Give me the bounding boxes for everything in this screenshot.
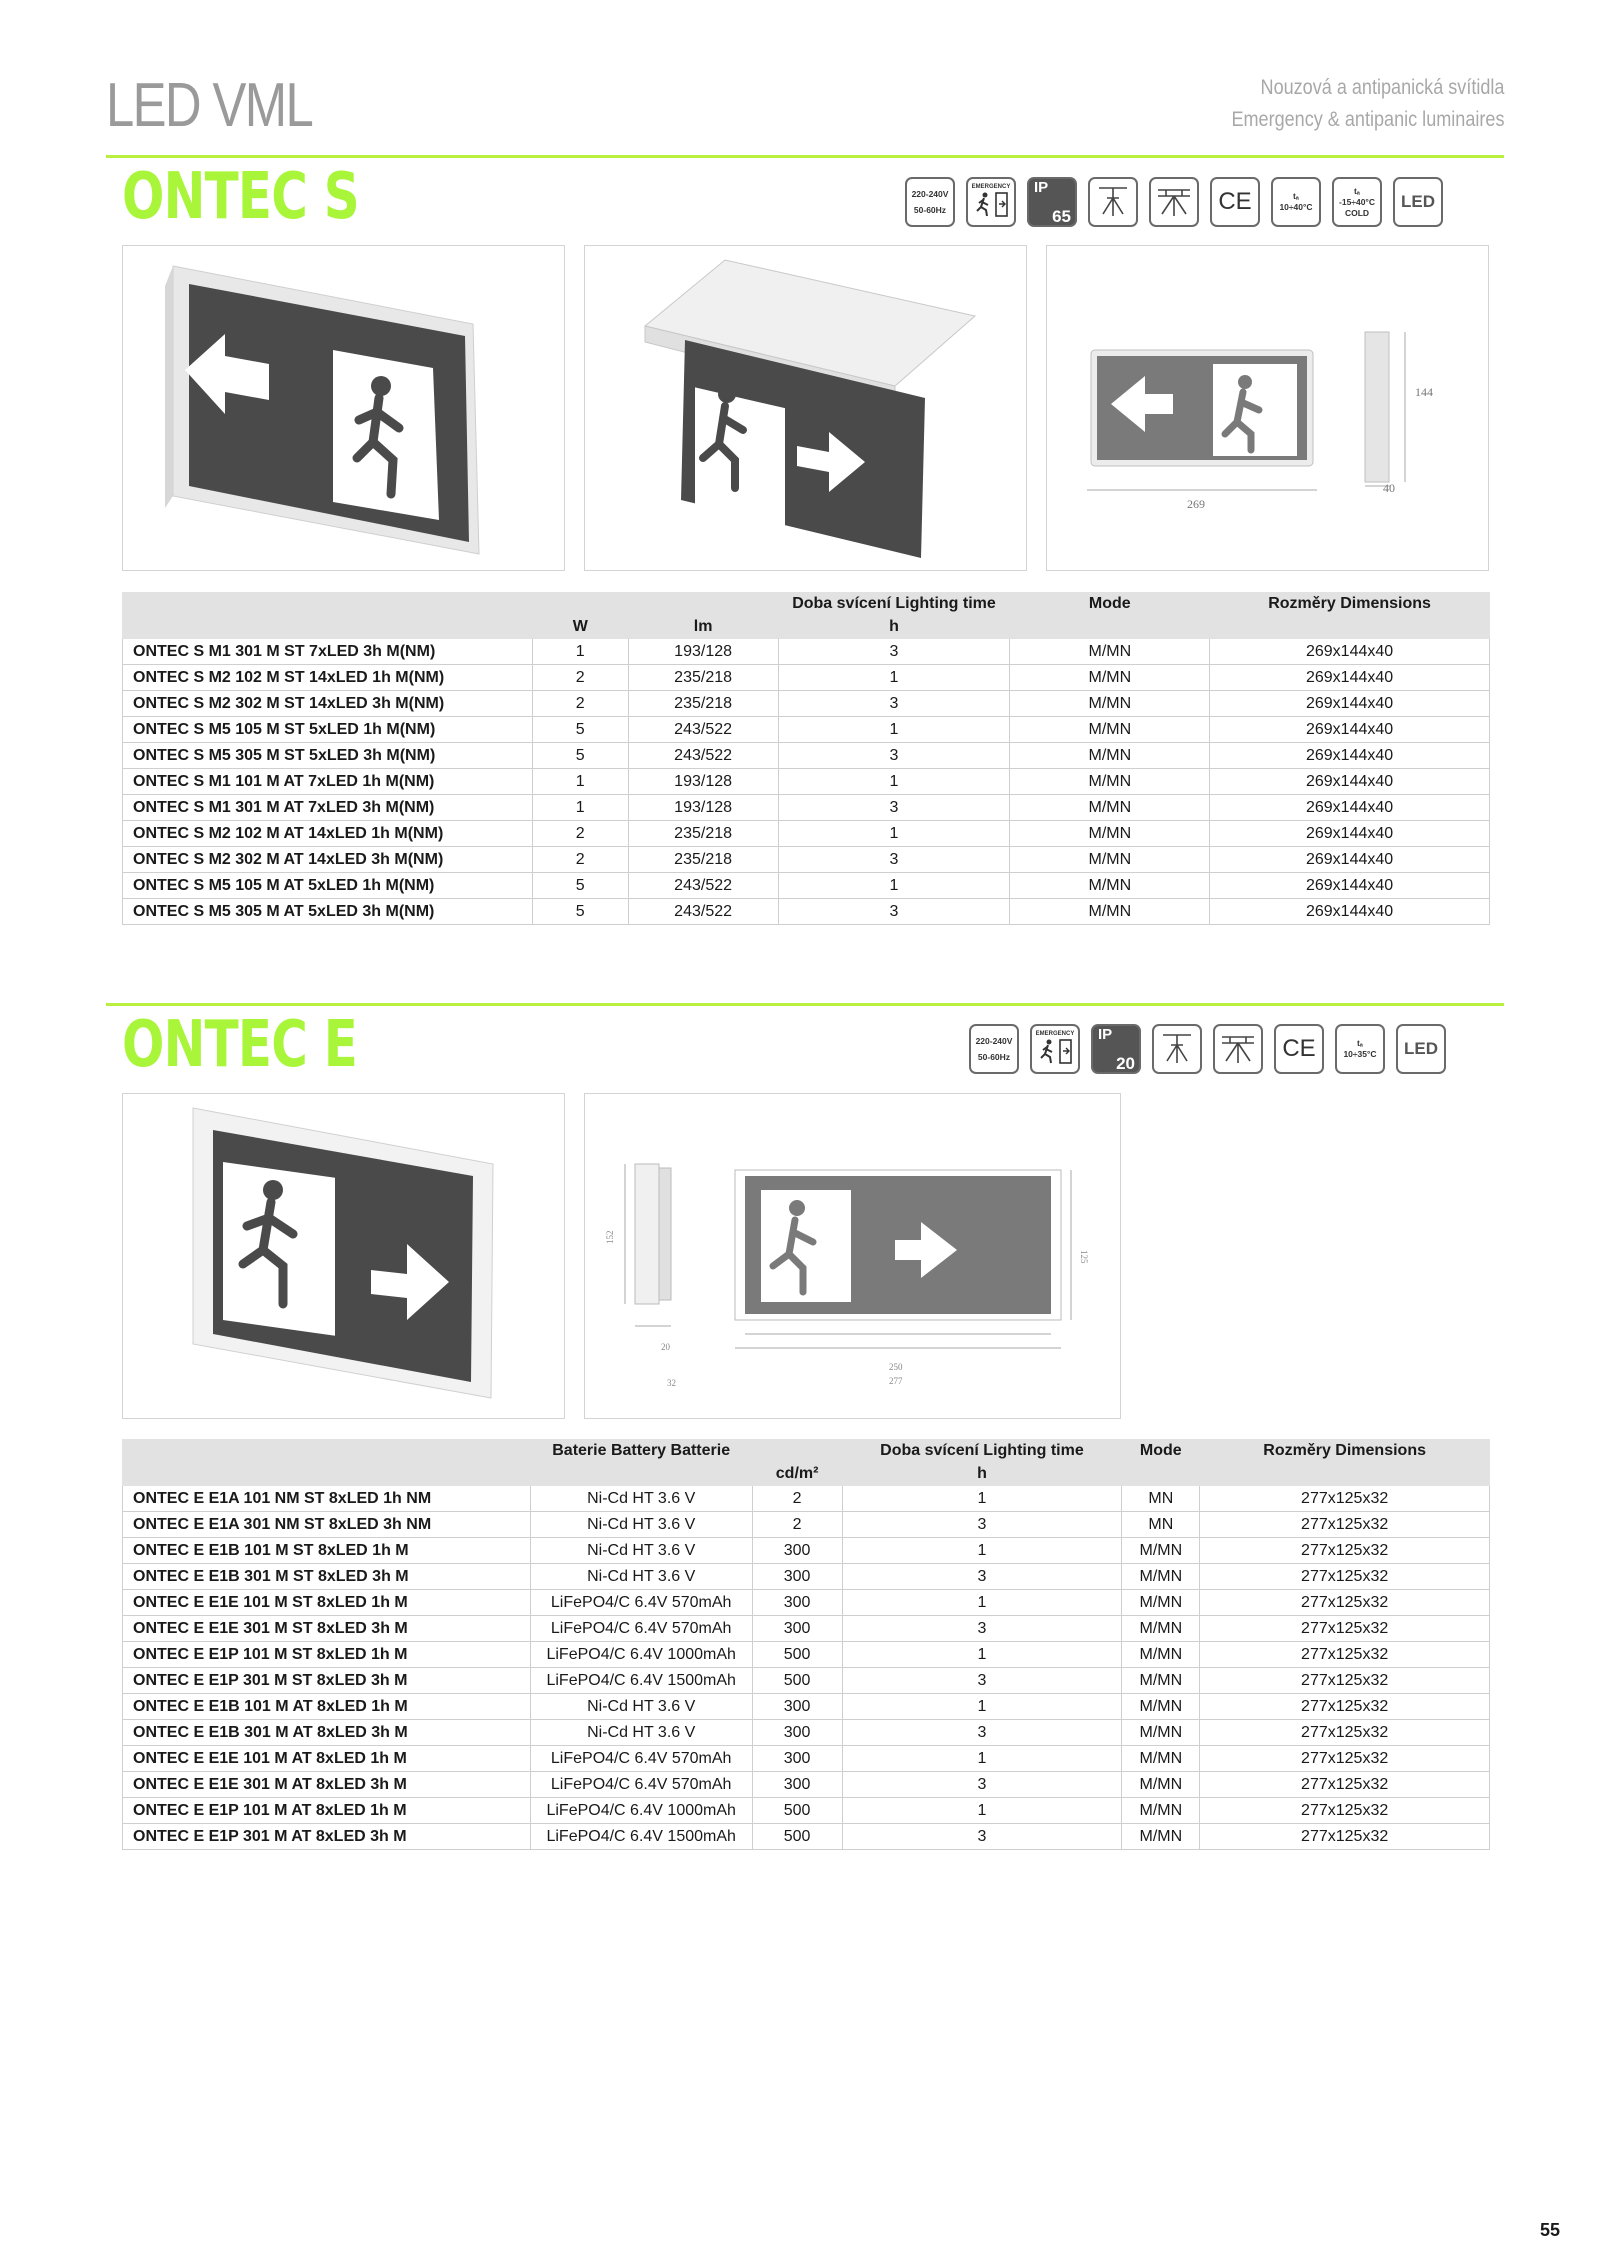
ontec-s-dimension-drawing (1046, 245, 1489, 571)
product-code-cell: ONTEC E E1P 301 M AT 8xLED 3h M (123, 1824, 531, 1850)
table-cell: 269x144x40 (1210, 769, 1490, 795)
ontec-e-dimension-drawing (584, 1093, 1121, 1419)
table-header-row-2: cd/m² h (123, 1463, 1490, 1486)
table-cell: M/MN (1122, 1590, 1200, 1616)
table-cell: 1 (778, 821, 1010, 847)
product-code-cell: ONTEC S M2 102 M AT 14xLED 1h M(NM) (123, 821, 533, 847)
table-cell: M/MN (1010, 691, 1210, 717)
product-code-cell: ONTEC S M2 302 M ST 14xLED 3h M(NM) (123, 691, 533, 717)
product-code-cell: ONTEC E E1P 301 M ST 8xLED 3h M (123, 1668, 531, 1694)
table-cell: 300 (752, 1564, 842, 1590)
table-cell: M/MN (1122, 1668, 1200, 1694)
table-row (123, 1512, 1490, 1538)
table-row (123, 1590, 1490, 1616)
product-code-cell: ONTEC E E1A 301 NM ST 8xLED 3h NM (123, 1512, 531, 1538)
table-cell: 2 (532, 691, 628, 717)
table-cell: 1 (842, 1642, 1122, 1668)
ce-mark-icon: CE (1210, 177, 1260, 227)
table-cell: LiFePO4/C 6.4V 1500mAh (530, 1824, 752, 1850)
table-cell: 277x125x32 (1200, 1772, 1490, 1798)
table-row (123, 1824, 1490, 1850)
table-row (123, 1486, 1490, 1512)
table-cell: M/MN (1122, 1720, 1200, 1746)
subtitle-cz: Nouzová a antipanická svítidla (1260, 76, 1504, 99)
table-cell: 193/128 (628, 795, 778, 821)
dim-label-height-side: 152 (605, 1230, 615, 1244)
table-cell: 3 (778, 743, 1010, 769)
ontec-e-product-photo (122, 1093, 565, 1419)
table-header-row-1: Baterie Battery Batterie Doba svícení Lighting time Mode Rozměry Dimensions (123, 1440, 1490, 1463)
table-cell: Ni-Cd HT 3.6 V (530, 1694, 752, 1720)
table-cell: 277x125x32 (1200, 1590, 1490, 1616)
emergency-exit-icon (1030, 1024, 1080, 1074)
table-cell: MN (1122, 1512, 1200, 1538)
table-cell: 193/128 (628, 769, 778, 795)
table-cell: M/MN (1010, 795, 1210, 821)
product-code-cell: ONTEC E E1B 301 M ST 8xLED 3h M (123, 1564, 531, 1590)
product-code-cell: ONTEC E E1E 301 M ST 8xLED 3h M (123, 1616, 531, 1642)
table-cell: 1 (842, 1746, 1122, 1772)
product-code-cell: ONTEC S M2 102 M ST 14xLED 1h M(NM) (123, 665, 533, 691)
table-cell: 1 (842, 1694, 1122, 1720)
dim-label-width-total: 277 (889, 1376, 903, 1386)
table-row (123, 1798, 1490, 1824)
product-code-cell: ONTEC S M2 302 M AT 14xLED 3h M(NM) (123, 847, 533, 873)
table-cell: 5 (532, 873, 628, 899)
table-cell: M/MN (1010, 821, 1210, 847)
table-cell: 277x125x32 (1200, 1486, 1490, 1512)
dim-label-width: 269 (1187, 497, 1205, 511)
table-cell: MN (1122, 1486, 1200, 1512)
table-cell: 3 (842, 1772, 1122, 1798)
table-row (123, 847, 1490, 873)
table-row (123, 1746, 1490, 1772)
table-cell: M/MN (1010, 717, 1210, 743)
product-code-cell: ONTEC E E1E 101 M ST 8xLED 1h M (123, 1590, 531, 1616)
table-cell: 2 (752, 1486, 842, 1512)
table-cell: 269x144x40 (1210, 821, 1490, 847)
table-cell: M/MN (1122, 1824, 1200, 1850)
dim-label-depth-side: 20 (661, 1342, 670, 1352)
wall-mount-icon (1152, 1024, 1202, 1074)
table-cell: 235/218 (628, 691, 778, 717)
product-code-cell: ONTEC E E1P 101 M AT 8xLED 1h M (123, 1798, 531, 1824)
table-cell: 1 (532, 639, 628, 665)
table-cell: 269x144x40 (1210, 873, 1490, 899)
table-cell: 277x125x32 (1200, 1642, 1490, 1668)
table-cell: 1 (842, 1798, 1122, 1824)
table-cell: 235/218 (628, 821, 778, 847)
table-cell: 3 (842, 1720, 1122, 1746)
table-cell: 269x144x40 (1210, 899, 1490, 925)
table-cell: 300 (752, 1538, 842, 1564)
table-header-row-1: Doba svícení Lighting time Mode Rozměry Dimensions (123, 593, 1490, 616)
voltage-icon: 220-240V 50-60Hz (969, 1024, 1019, 1074)
table-row (123, 1694, 1490, 1720)
table-cell: 269x144x40 (1210, 691, 1490, 717)
table-cell: M/MN (1122, 1798, 1200, 1824)
table-cell: LiFePO4/C 6.4V 1000mAh (530, 1798, 752, 1824)
table-row (123, 1642, 1490, 1668)
table-cell: 277x125x32 (1200, 1798, 1490, 1824)
page-title: LED VML (106, 71, 313, 140)
product-code-cell: ONTEC S M1 301 M AT 7xLED 3h M(NM) (123, 795, 533, 821)
table-cell: 1 (532, 769, 628, 795)
table-row (123, 769, 1490, 795)
table-cell: 300 (752, 1590, 842, 1616)
table-cell: 3 (778, 795, 1010, 821)
table-cell: 300 (752, 1720, 842, 1746)
table-cell: M/MN (1010, 873, 1210, 899)
dim-label-depth: 40 (1383, 481, 1395, 495)
section-divider (106, 1003, 1504, 1006)
table-cell: M/MN (1010, 639, 1210, 665)
ontec-s-spec-table (122, 592, 1490, 925)
svg-text:EMERGENCY: EMERGENCY (971, 184, 1011, 190)
table-cell: 1 (842, 1538, 1122, 1564)
table-cell: LiFePO4/C 6.4V 570mAh (530, 1590, 752, 1616)
table-cell: 2 (752, 1512, 842, 1538)
table-cell: 1 (778, 717, 1010, 743)
table-cell: Ni-Cd HT 3.6 V (530, 1564, 752, 1590)
table-cell: 277x125x32 (1200, 1616, 1490, 1642)
table-cell: M/MN (1122, 1642, 1200, 1668)
table-cell: 3 (842, 1616, 1122, 1642)
table-cell: LiFePO4/C 6.4V 1500mAh (530, 1668, 752, 1694)
table-cell: 269x144x40 (1210, 665, 1490, 691)
table-cell: 243/522 (628, 899, 778, 925)
table-cell: 243/522 (628, 717, 778, 743)
table-cell: 1 (778, 665, 1010, 691)
ce-mark-icon: CE (1274, 1024, 1324, 1074)
table-cell: 269x144x40 (1210, 743, 1490, 769)
product-code-cell: ONTEC E E1B 101 M ST 8xLED 1h M (123, 1538, 531, 1564)
table-cell: 277x125x32 (1200, 1720, 1490, 1746)
header-divider (106, 155, 1504, 158)
dim-label-width-inner: 250 (889, 1362, 903, 1372)
product-code-cell: ONTEC E E1E 101 M AT 8xLED 1h M (123, 1746, 531, 1772)
table-cell: 1 (778, 769, 1010, 795)
product-code-cell: ONTEC E E1A 101 NM ST 8xLED 1h NM (123, 1486, 531, 1512)
ip65-icon: IP 65 (1027, 177, 1077, 227)
table-row (123, 821, 1490, 847)
table-cell: 2 (532, 821, 628, 847)
voltage-icon: 220-240V 50-60Hz (905, 177, 955, 227)
table-header-row-2: W lm h (123, 616, 1490, 639)
ontec-s-product-photo-ceiling (584, 245, 1027, 571)
table-cell: 3 (778, 847, 1010, 873)
table-cell: 3 (842, 1824, 1122, 1850)
ceiling-mount-icon (1149, 177, 1199, 227)
wall-mount-icon (1088, 177, 1138, 227)
table-cell: 269x144x40 (1210, 717, 1490, 743)
table-cell: 300 (752, 1772, 842, 1798)
product-code-cell: ONTEC S M5 105 M AT 5xLED 1h M(NM) (123, 873, 533, 899)
page-number: 55 (1539, 2220, 1560, 2240)
led-icon: LED (1393, 177, 1443, 227)
product-code-cell: ONTEC E E1E 301 M AT 8xLED 3h M (123, 1772, 531, 1798)
page-subtitle (1231, 72, 1504, 136)
ontec-e-icon-row (969, 1024, 1446, 1074)
table-cell: M/MN (1122, 1746, 1200, 1772)
table-cell: 277x125x32 (1200, 1694, 1490, 1720)
ontec-e-title: ONTEC E (122, 1008, 358, 1082)
table-cell: 2 (532, 847, 628, 873)
table-row (123, 639, 1490, 665)
table-row (123, 1538, 1490, 1564)
table-cell: M/MN (1010, 847, 1210, 873)
table-cell: 235/218 (628, 665, 778, 691)
table-row (123, 795, 1490, 821)
table-cell: LiFePO4/C 6.4V 570mAh (530, 1616, 752, 1642)
dim-label-height: 144 (1415, 385, 1433, 399)
ontec-e-spec-table (122, 1439, 1490, 1850)
temperature-range-icon: tₐ 10÷40°C (1271, 177, 1321, 227)
table-cell: M/MN (1010, 743, 1210, 769)
table-cell: 5 (532, 899, 628, 925)
table-cell: 269x144x40 (1210, 847, 1490, 873)
table-cell: M/MN (1010, 769, 1210, 795)
product-code-cell: ONTEC S M5 305 M ST 5xLED 3h M(NM) (123, 743, 533, 769)
table-cell: 5 (532, 743, 628, 769)
table-cell: 277x125x32 (1200, 1668, 1490, 1694)
table-cell: 5 (532, 717, 628, 743)
table-row (123, 717, 1490, 743)
product-code-cell: ONTEC S M1 301 M ST 7xLED 3h M(NM) (123, 639, 533, 665)
table-cell: M/MN (1122, 1694, 1200, 1720)
table-row (123, 1668, 1490, 1694)
table-cell: 500 (752, 1824, 842, 1850)
ceiling-mount-icon (1213, 1024, 1263, 1074)
table-cell: 193/128 (628, 639, 778, 665)
table-row (123, 1564, 1490, 1590)
product-code-cell: ONTEC E E1B 101 M AT 8xLED 1h M (123, 1694, 531, 1720)
table-row (123, 1720, 1490, 1746)
table-row (123, 665, 1490, 691)
table-cell: 3 (842, 1668, 1122, 1694)
table-cell: M/MN (1122, 1538, 1200, 1564)
table-row (123, 1616, 1490, 1642)
table-cell: 277x125x32 (1200, 1824, 1490, 1850)
dim-label-depth-total: 32 (667, 1378, 676, 1388)
table-cell: 269x144x40 (1210, 795, 1490, 821)
table-row (123, 1772, 1490, 1798)
table-cell: 277x125x32 (1200, 1512, 1490, 1538)
table-cell: 1 (778, 873, 1010, 899)
table-cell: Ni-Cd HT 3.6 V (530, 1538, 752, 1564)
table-cell: M/MN (1010, 665, 1210, 691)
table-row (123, 899, 1490, 925)
table-cell: 3 (778, 899, 1010, 925)
table-cell: 269x144x40 (1210, 639, 1490, 665)
table-cell: M/MN (1122, 1616, 1200, 1642)
table-cell: M/MN (1122, 1564, 1200, 1590)
ontec-s-title: ONTEC S (122, 160, 359, 234)
table-cell: 1 (842, 1590, 1122, 1616)
table-cell: 3 (778, 639, 1010, 665)
table-cell: M/MN (1122, 1772, 1200, 1798)
ontec-s-icon-row (905, 177, 1443, 227)
ip20-icon: IP 20 (1091, 1024, 1141, 1074)
table-cell: 500 (752, 1642, 842, 1668)
cold-temperature-icon: tₐ -15÷40°C COLD (1332, 177, 1382, 227)
table-cell: 2 (532, 665, 628, 691)
dim-label-height-front: 125 (1079, 1250, 1089, 1264)
table-cell: 277x125x32 (1200, 1564, 1490, 1590)
table-cell: Ni-Cd HT 3.6 V (530, 1512, 752, 1538)
table-row (123, 743, 1490, 769)
product-code-cell: ONTEC S M5 305 M AT 5xLED 3h M(NM) (123, 899, 533, 925)
product-code-cell: ONTEC S M5 105 M ST 5xLED 1h M(NM) (123, 717, 533, 743)
subtitle-en: Emergency & antipanic luminaires (1230, 108, 1504, 131)
table-row (123, 873, 1490, 899)
table-cell: 243/522 (628, 743, 778, 769)
table-cell: 3 (842, 1564, 1122, 1590)
led-icon: LED (1396, 1024, 1446, 1074)
temperature-range-icon: tₐ 10÷35°C (1335, 1024, 1385, 1074)
product-code-cell: ONTEC S M1 101 M AT 7xLED 1h M(NM) (123, 769, 533, 795)
table-cell: 277x125x32 (1200, 1538, 1490, 1564)
ontec-s-product-photo-wall (122, 245, 565, 571)
emergency-exit-icon (966, 177, 1016, 227)
table-cell: 500 (752, 1798, 842, 1824)
table-cell: 1 (532, 795, 628, 821)
table-cell: 243/522 (628, 873, 778, 899)
table-cell: 3 (778, 691, 1010, 717)
table-cell: LiFePO4/C 6.4V 570mAh (530, 1746, 752, 1772)
table-cell: Ni-Cd HT 3.6 V (530, 1486, 752, 1512)
table-cell: 3 (842, 1512, 1122, 1538)
table-cell: 235/218 (628, 847, 778, 873)
table-row (123, 691, 1490, 717)
table-cell: 300 (752, 1616, 842, 1642)
table-cell: M/MN (1010, 899, 1210, 925)
table-cell: 300 (752, 1746, 842, 1772)
product-code-cell: ONTEC E E1B 301 M AT 8xLED 3h M (123, 1720, 531, 1746)
table-cell: LiFePO4/C 6.4V 570mAh (530, 1772, 752, 1798)
table-cell: 277x125x32 (1200, 1746, 1490, 1772)
product-code-cell: ONTEC E E1P 101 M ST 8xLED 1h M (123, 1642, 531, 1668)
table-cell: Ni-Cd HT 3.6 V (530, 1720, 752, 1746)
table-cell: LiFePO4/C 6.4V 1000mAh (530, 1642, 752, 1668)
table-cell: 1 (842, 1486, 1122, 1512)
table-cell: 300 (752, 1694, 842, 1720)
svg-text:EMERGENCY: EMERGENCY (1035, 1031, 1075, 1037)
table-cell: 500 (752, 1668, 842, 1694)
